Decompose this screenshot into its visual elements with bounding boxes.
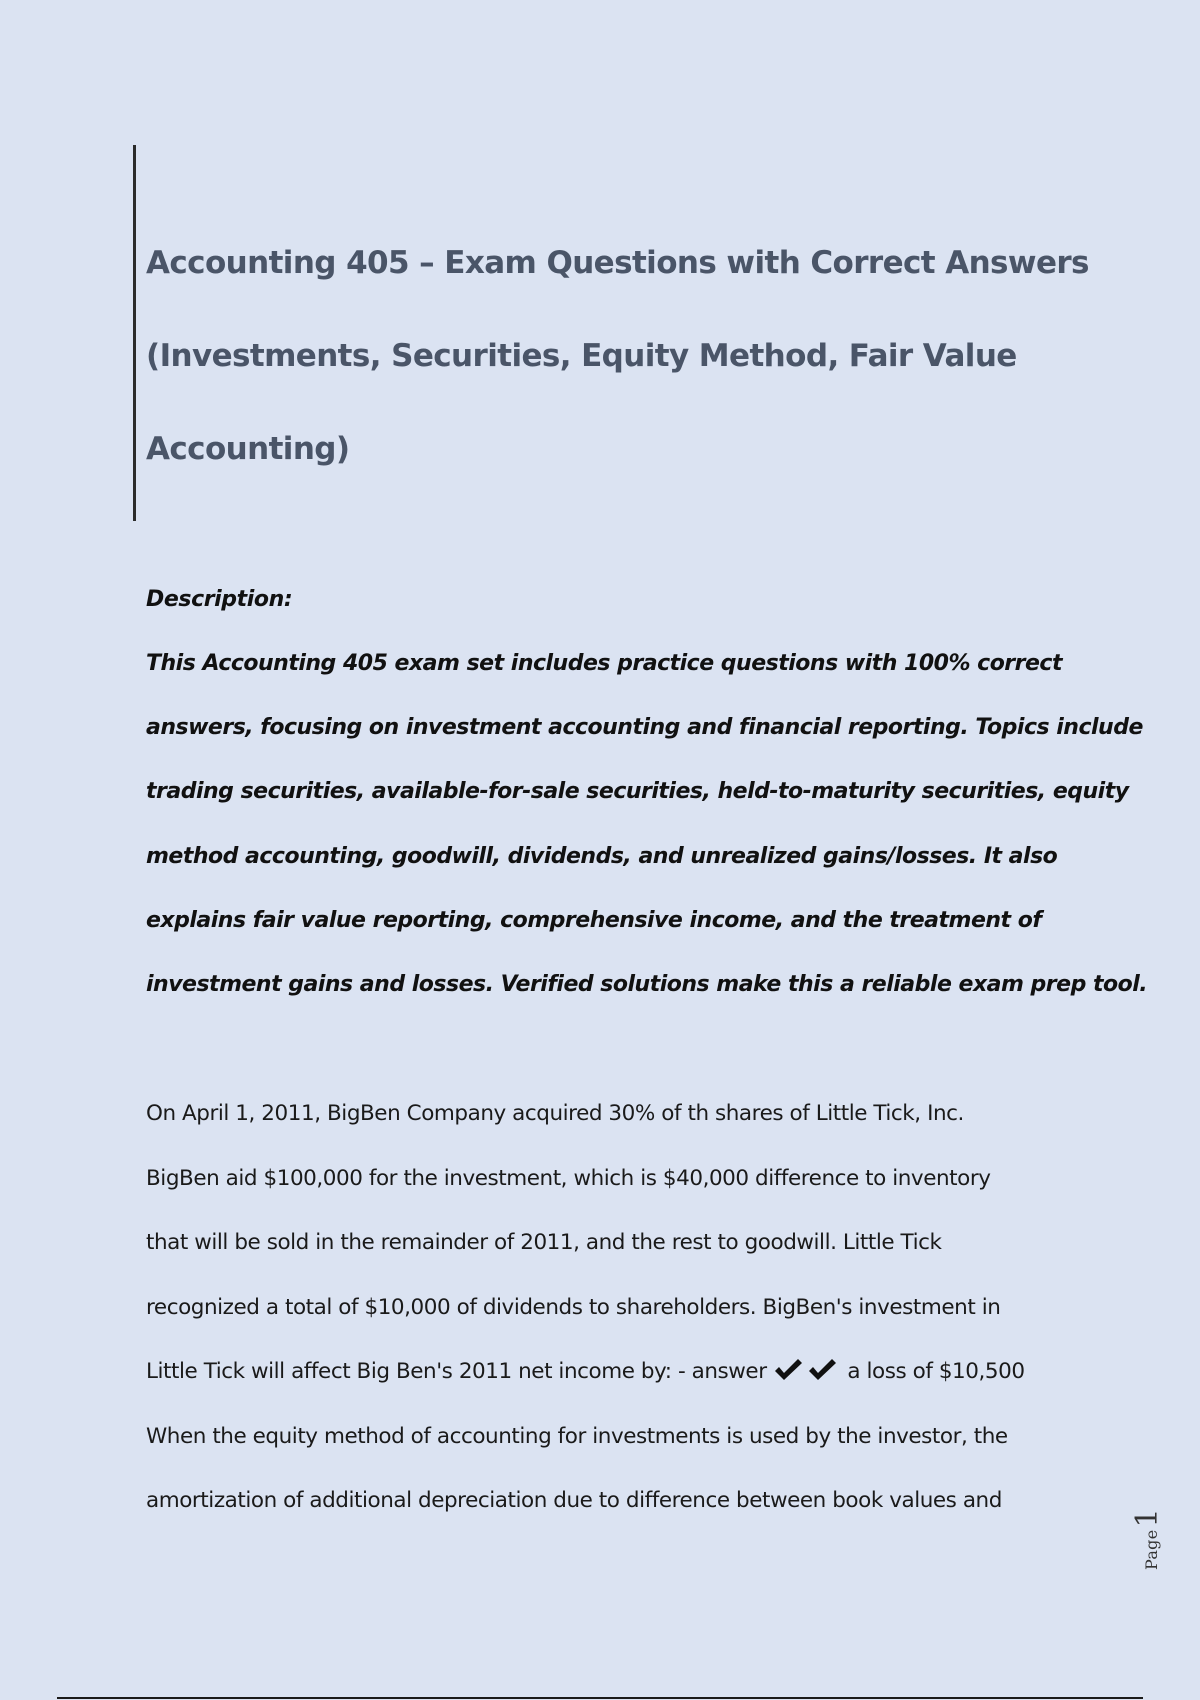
- question-body: [146, 1092, 1106, 1544]
- body-line: When the equity method of accounting for investments is used by the investor, the: [146, 1423, 1008, 1449]
- page-label: Page: [1142, 1529, 1161, 1570]
- answer-prefix: Little Tick will affect Big Ben's 2011 net income by: - answer: [146, 1359, 767, 1384]
- description-line: investment gains and losses. Verified solutions make this a reliable exam prep tool.: [146, 971, 1148, 997]
- page-number-marker: [1126, 1480, 1166, 1570]
- description-line: trading securities, available-for-sale securities, held-to-maturity securities, equity: [146, 779, 1129, 805]
- answer-line: [146, 1350, 1106, 1415]
- footer-rule: [57, 1697, 1143, 1699]
- body-line: that will be sold in the remainder of 2011, and the rest to goodwill. Little Tick: [146, 1230, 942, 1255]
- answer-text: a loss of $10,500: [847, 1359, 1025, 1384]
- check-icon: [808, 1358, 838, 1382]
- body-line: BigBen aid $100,000 for the investment, which is $40,000 difference to inventory: [146, 1165, 991, 1191]
- description-heading: Description:: [146, 587, 293, 612]
- description-line: explains fair value reporting, comprehensive income, and the treatment of: [146, 907, 1042, 933]
- document-title: [146, 225, 1106, 504]
- description-line: This Accounting 405 exam set includes practice questions with 100% correct: [146, 651, 1062, 676]
- title-line: Accounting): [146, 431, 350, 467]
- check-icon: [774, 1358, 804, 1382]
- title-line: Accounting 405 – Exam Questions with Correct Answers: [146, 245, 1089, 281]
- description-section: [146, 578, 1148, 1027]
- title-left-rule: [133, 145, 136, 521]
- body-line: amortization of additional depreciation due to difference between book values and: [146, 1488, 1002, 1513]
- body-line: On April 1, 2011, BigBen Company acquired 30% of th shares of Little Tick, Inc.: [146, 1101, 964, 1126]
- title-line: (Investments, Securities, Equity Method, Fair Value: [146, 338, 1017, 374]
- description-line: answers, focusing on investment accounting and financial reporting. Topics include: [146, 715, 1143, 741]
- body-line: recognized a total of $10,000 of dividends to shareholders. BigBen's investment in: [146, 1294, 1001, 1320]
- description-line: method accounting, goodwill, dividends, and unrealized gains/losses. It also: [146, 843, 1058, 869]
- page-number: 1: [1130, 1508, 1165, 1528]
